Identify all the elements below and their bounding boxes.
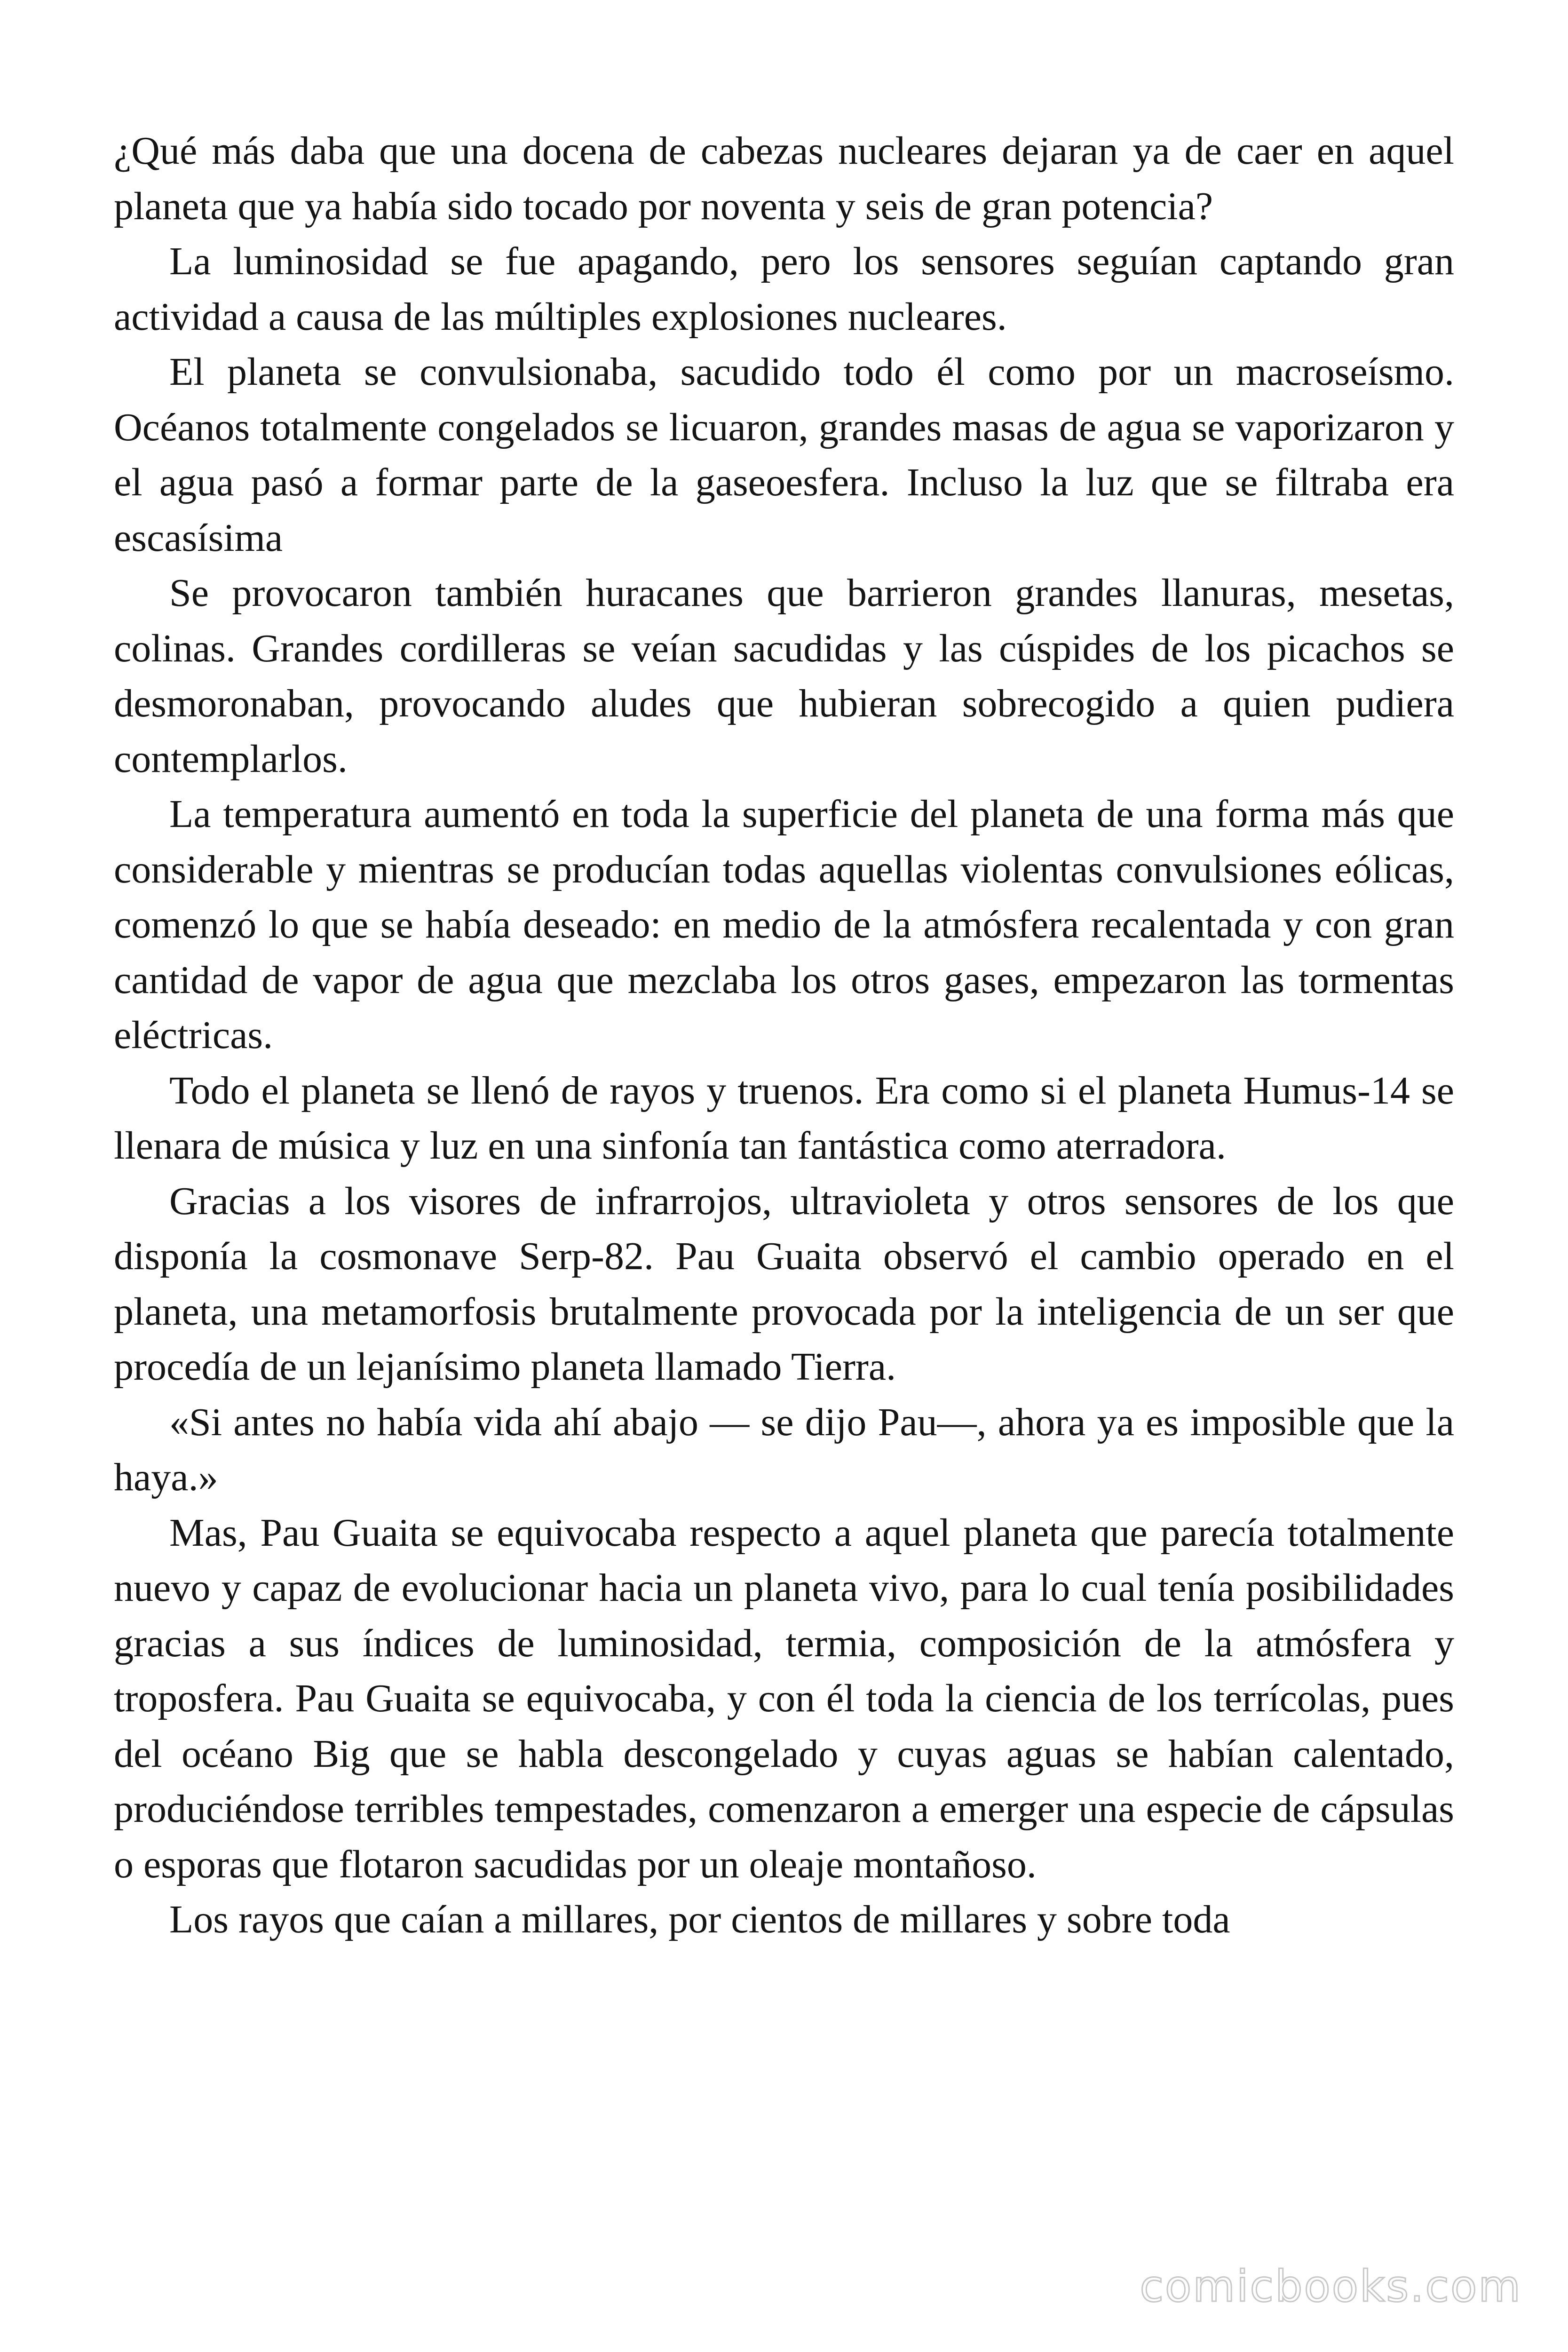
paragraph: La luminosidad se fue apagando, pero los sensores seguían captando gran actividad a causa de las múltiples explosiones nucleares. (114, 239, 1454, 339)
paragraph: Mas, Pau Guaita se equivocaba respecto a aquel planeta que parecía totalmente nuevo y capaz de evolucionar hacia un planeta vivo, para lo cual tenía posibilidades gracias a sus índices de luminosidad, termia, composición de la atmósfera y troposfera. Pau Guaita se equivocaba, y con él toda la ciencia de los terrícolas, pues del océano Big que se habla descongelado y cuyas aguas se habían calentado, produciéndose terribles tempestades, comenzaron a emerger una especie de cápsulas o esporas que flotaron sacudidas por un oleaje montañoso. (114, 1510, 1454, 1886)
paragraph: Todo el planeta se llenó de rayos y truenos. Era como si el planeta Humus-14 se llenara de música y luz en una sinfonía tan fantástica como aterradora. (114, 1068, 1454, 1168)
watermark-text: comicbooks.com (1140, 2261, 1522, 2312)
paragraph: Los rayos que caían a millares, por cientos de millares y sobre toda (169, 1898, 1230, 1941)
paragraph: La temperatura aumentó en toda la superficie del planeta de una forma más que considerable y mientras se producían todas aquellas violentas convulsiones eólicas, comenzó lo que se había deseado: en medio de la atmósfera recalentada y con gran cantidad de vapor de agua que mezclaba los otros gases, empezaron las tormentas eléctricas. (114, 792, 1454, 1057)
paragraph: ¿Qué más daba que una docena de cabezas nucleares dejaran ya de caer en aquel planeta que ya había sido tocado por noventa y seis de gran potencia? (114, 129, 1454, 228)
paragraph: El planeta se convulsionaba, sacudido todo él como por un macroseísmo. Océanos totalmente congelados se licuaron, grandes masas de agua se vaporizaron y el agua pasó a formar parte de la gaseoesfera. Incluso la luz que se filtraba era escasísima (114, 350, 1454, 560)
paragraph: «Si antes no había vida ahí abajo — se dijo Pau—, ahora ya es imposible que la haya.» (114, 1400, 1454, 1499)
paragraph: Se provocaron también huracanes que barrieron grandes llanuras, mesetas, colinas. Grandes cordilleras se veían sacudidas y las cúspides de los picachos se desmoronaban, provocando aludes que hubieran sobrecogido a quien pudiera contemplarlos. (114, 571, 1454, 781)
page-text (114, 123, 1454, 1947)
paragraph: Gracias a los visores de infrarrojos, ultravioleta y otros sensores de los que disponía la cosmonave Serp-82. Pau Guaita observó el cambio operado en el planeta, una metamorfosis brutalmente provocada por la inteligencia de un ser que procedía de un lejanísimo planeta llamado Tierra. (114, 1179, 1454, 1389)
